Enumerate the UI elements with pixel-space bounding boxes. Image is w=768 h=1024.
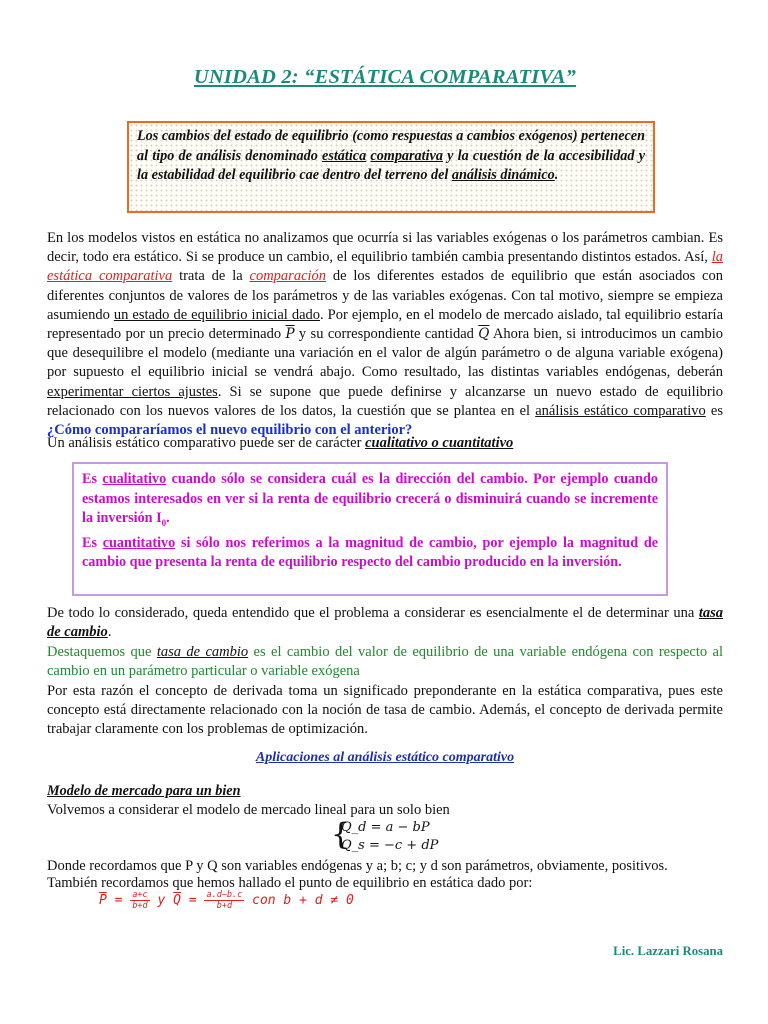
text: Un análisis estático comparativo puede ser de carácter <box>47 435 366 451</box>
text: y su correspondiente cantidad <box>294 326 479 343</box>
text: De todo lo considerado, queda entendido que el problema a considerar es esencialmente el de determinar una <box>47 605 699 621</box>
numerator: a+c <box>132 890 148 900</box>
conjunction: y <box>149 893 174 908</box>
text: Es <box>82 471 103 487</box>
term-cuantitativo: cuantitativo <box>102 534 176 551</box>
box-term-comparativa: comparativa <box>370 147 443 164</box>
term-cualitativo: cualitativo <box>102 471 167 487</box>
symbol-q-bar: $\overline{Q}$ <box>478 326 490 343</box>
equals: = <box>180 893 205 908</box>
text: Es <box>82 534 103 551</box>
section-heading: Aplicaciones al análisis estático comparativo <box>255 750 515 765</box>
author-signature: Lic. Lazzari Rosana <box>613 944 723 958</box>
box-text: . <box>554 167 559 183</box>
denominator: b+d <box>132 901 148 911</box>
term-cualitativo-cuantitativo: cualitativo o cuantitativo <box>365 435 514 451</box>
box-term-analisis-dinamico: análisis dinámico <box>451 167 555 183</box>
model-intro: Volvemos a considerar el modelo de mercado lineal para un solo bien <box>47 802 450 818</box>
text: es <box>705 402 723 419</box>
text: trata de la <box>172 268 250 285</box>
highlight-paragraph <box>47 643 723 681</box>
box-text: y la cuestión de la accesibilidad y la estabilidad del equilibrio cae dentro del terreno del <box>137 147 646 183</box>
term-estatica-comparativa: la estática comparativa <box>47 249 723 285</box>
text: Ahora bien, si introducimos un cambio que desequilibre el modelo (mediante una variación en el valor de algún parámetro o de alguna variable exógena) por supuesto el equilibrio inicial se vendrá abajo. Como resultado, las distintas variables endógenas, deberán <box>47 326 723 381</box>
text: cuando sólo se considera cuál es la dirección del cambio. Por ejemplo cuando estamos interesados en ver si la renta de equilibrio crecerá o disminuirá cuando se incremente la inversión I <box>82 471 659 527</box>
conclusion-paragraph <box>47 604 723 642</box>
equals: = <box>106 893 131 908</box>
type-paragraph <box>47 434 723 453</box>
term-tasa-de-cambio-2: tasa de cambio <box>156 644 249 660</box>
term-ajustes: experimentar ciertos ajustes <box>47 383 218 400</box>
term-equilibrio-inicial: un estado de equilibrio inicial dado <box>113 306 321 323</box>
text: . <box>166 510 170 527</box>
numerator: a.d−b.c <box>206 890 243 900</box>
text: de los diferentes estados de equilibrio que están asociados con diferentes conjuntos de valores de los parámetros y de las variables exógenas. Con tal motivo, siempre se empieza asumiendo <box>47 268 723 323</box>
term-comparacion: comparación <box>249 268 327 285</box>
fraction-p <box>130 890 149 911</box>
text: . Por ejemplo, en el modelo de mercado aislado, tal equilibrio estaría representado por un precio determinado <box>47 306 724 343</box>
symbol-q-bar: $\overline{Q}$ <box>173 893 181 908</box>
intro-paragraph <box>47 229 723 440</box>
term-analisis-estatico: análisis estático comparativo <box>535 402 706 419</box>
symbol-p-bar: $\overline{P}$ <box>99 893 107 908</box>
key-question: ¿Cómo compararíamos el nuevo equilibrio con el anterior? <box>47 422 413 439</box>
definition-box <box>127 121 655 213</box>
equilibrium-paragraph: También recordamos que hemos hallado el punto de equilibrio en estática dado por: <box>47 875 533 891</box>
equilibrium-formula <box>99 890 354 911</box>
subsection-heading: Modelo de mercado para un bien <box>47 783 241 799</box>
text: Destaquemos que <box>47 644 157 660</box>
fraction-q <box>204 890 244 911</box>
subscript: 0 <box>161 518 167 529</box>
text: En los modelos vistos en estática no analizamos que ocurría si las variables exógenas o los parámetros cambian. Es decir, todo era estático. Si se produce un cambio, el equilibrio también cambia presentando distintos estados. Así, <box>47 230 723 266</box>
equation-supply: Q_s = −c + dP <box>341 838 439 853</box>
page-title: UNIDAD 2: “ESTÁTICA COMPARATIVA” <box>193 66 577 88</box>
text: . <box>107 624 112 641</box>
symbol-p-bar: $\overline{P}$ <box>285 326 295 343</box>
text: . Si se supone que puede definirse y alcanzarse un nuevo estado de equilibrio relacionado con los nuevos valores de los datos, la cuestión que se plantea en el <box>47 383 723 419</box>
box-text: Los cambios del estado de equilibrio (como respuestas a cambios exógenos) pertenecen al tipo de análisis denominado <box>137 128 645 164</box>
types-box <box>72 462 668 596</box>
variables-paragraph: Donde recordamos que P y Q son variables endógenas y a; b; c; y d son parámetros, obviamente, positivos. <box>47 858 668 874</box>
equation-demand: Q_d = a − bP <box>341 820 430 835</box>
system-brace: { <box>331 817 351 852</box>
denominator: b+d <box>216 901 233 911</box>
term-tasa-de-cambio: tasa de cambio <box>47 605 723 641</box>
derivative-paragraph: Por esta razón el concepto de derivada toma un significado preponderante en la estática comparativa, pues este concepto está directamente relacionado con la noción de tasa de cambio. Además, el concepto de derivada permite trabajar claramente con los problemas de optimización. <box>47 683 723 738</box>
box-term-estatica: estática <box>322 147 367 164</box>
text: si sólo nos referimos a la magnitud de cambio, por ejemplo la magnitud de cambio que presenta la renta de equilibrio respecto del cambio producido en la inversión. <box>82 534 659 571</box>
text: es el cambio del valor de equilibrio de una variable endógena con respecto al cambio en un parámetro particular o variable exógena <box>47 644 724 680</box>
condition: con b + d ≠ 0 <box>244 893 354 908</box>
